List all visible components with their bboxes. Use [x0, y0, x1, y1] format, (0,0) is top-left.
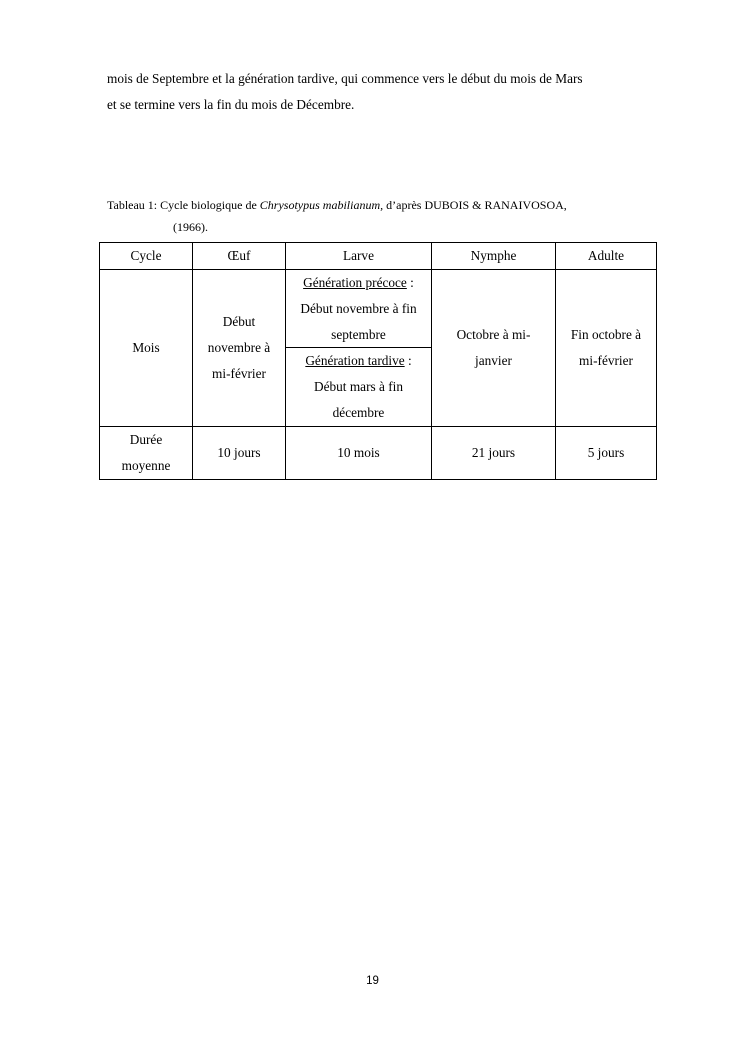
cell-duree-adulte: 5 jours	[556, 427, 657, 480]
cell-duree-larve: 10 mois	[286, 427, 432, 480]
body-paragraph-line-2: et se termine vers la fin du mois de Décembre.	[107, 97, 355, 112]
table-row-duree	[100, 427, 657, 480]
caption-suffix: d’après DUBOIS & RANAIVOSOA,	[383, 198, 567, 212]
caption-year: (1966).	[173, 220, 208, 234]
cell-duree-nymphe: 21 jours	[432, 427, 556, 480]
cell-mois-adulte: Fin octobre à mi-février	[556, 270, 657, 427]
cell-duree-oeuf: 10 jours	[193, 427, 286, 480]
table-header-row	[100, 243, 657, 270]
tardive-title: Génération tardive	[305, 353, 405, 368]
header-adulte: Adulte	[556, 243, 657, 270]
larve-generation-tardive	[286, 348, 431, 426]
cell-mois-larve	[286, 270, 432, 427]
precoce-title: Génération précoce	[303, 275, 407, 290]
page-number: 19	[366, 975, 379, 987]
cell-duree-label: Durée moyenne	[100, 427, 193, 480]
header-nymphe: Nymphe	[432, 243, 556, 270]
larve-generation-precoce	[286, 270, 431, 348]
header-larve: Larve	[286, 243, 432, 270]
tardive-text: Début mars à fin décembre	[314, 379, 403, 420]
cell-mois-label: Mois	[100, 270, 193, 427]
tardive-colon: :	[404, 353, 412, 368]
table-caption	[107, 194, 667, 238]
cell-mois-nymphe: Octobre à mi-janvier	[432, 270, 556, 427]
cell-mois-oeuf: Début novembre à mi-février	[193, 270, 286, 427]
header-oeuf: Œuf	[193, 243, 286, 270]
caption-species: Chrysotypus mabilianum,	[259, 198, 384, 212]
biological-cycle-table	[99, 242, 657, 480]
table-row-mois	[100, 270, 657, 427]
caption-prefix: Tableau 1: Cycle biologique de	[107, 198, 260, 212]
precoce-text: Début novembre à fin septembre	[300, 301, 417, 342]
header-cycle: Cycle	[100, 243, 193, 270]
precoce-colon: :	[406, 275, 414, 290]
body-paragraph-line-1: mois de Septembre et la génération tardive, qui commence vers le début du mois de Mars	[107, 71, 583, 86]
